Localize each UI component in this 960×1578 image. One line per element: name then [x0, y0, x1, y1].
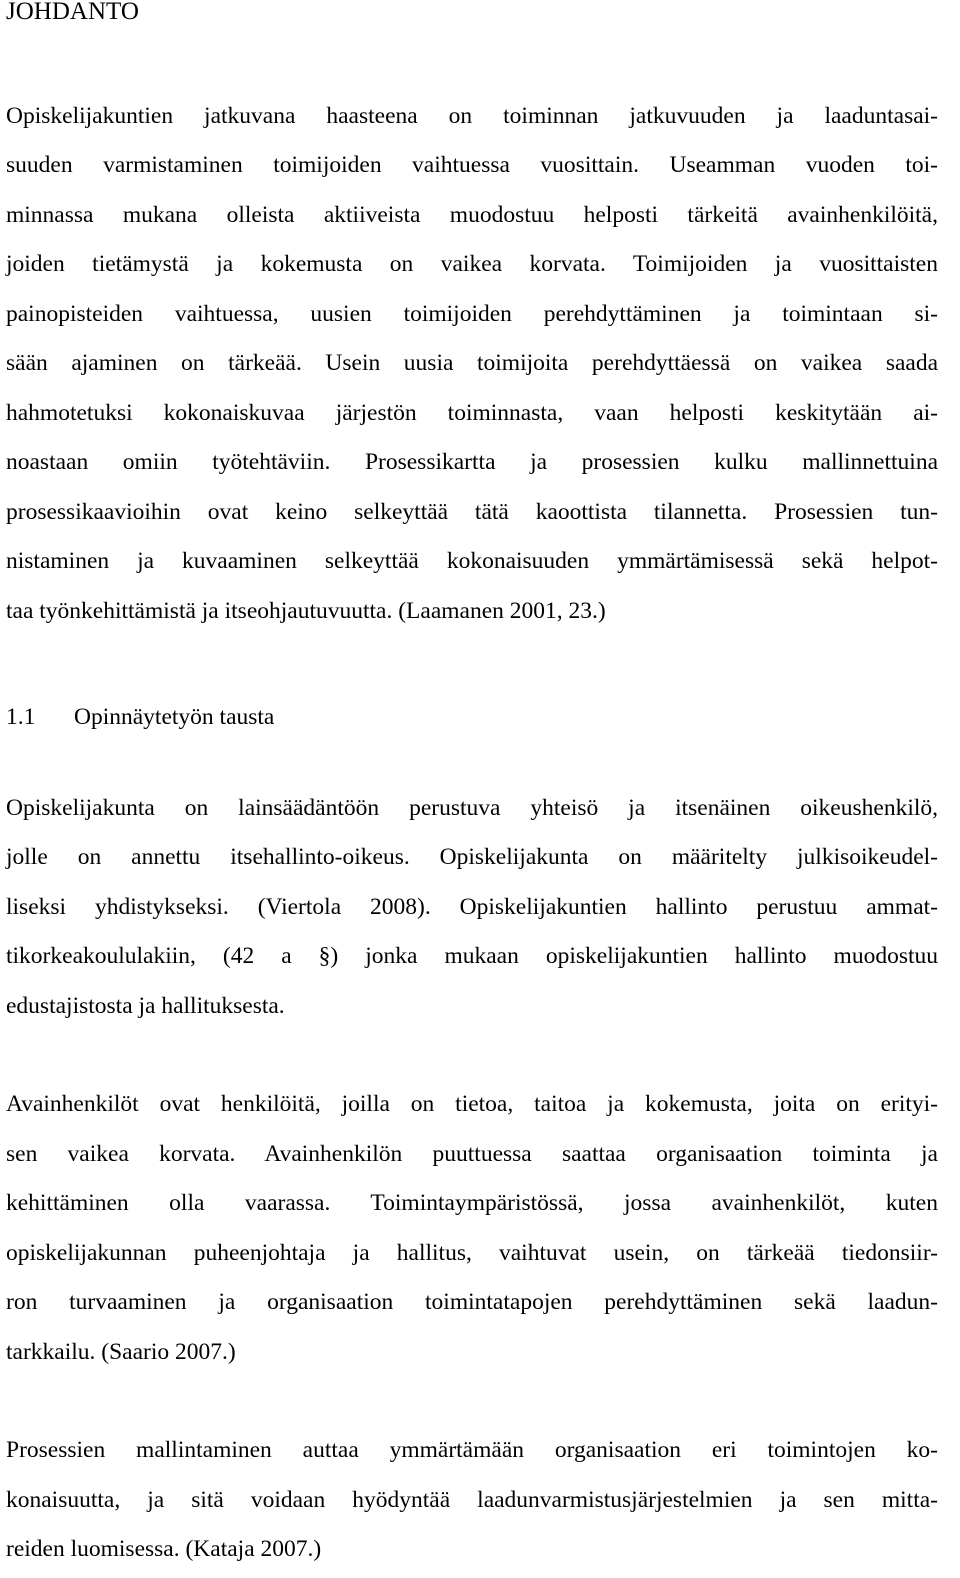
- text-line: Avainhenkilöt ovat henkilöitä, joilla on tietoa, taitoa ja kokemusta, joita on erityi-: [6, 1091, 938, 1117]
- text-line: Prosessien mallintaminen auttaa ymmärtämään organisaation eri toimintojen ko-: [6, 1437, 938, 1463]
- text-line: kehittäminen olla vaarassa. Toimintaympäristössä, jossa avainhenkilöt, kuten: [6, 1190, 938, 1216]
- text-line: noastaan omiin työtehtäviin. Prosessikartta ja prosessien kulku mallinnettuina: [6, 449, 938, 475]
- text-line: tarkkailu. (Saario 2007.): [6, 1339, 236, 1365]
- text-line: ron turvaaminen ja organisaation toimintatapojen perehdyttäminen sekä laadun-: [6, 1289, 938, 1315]
- text-line: suuden varmistaminen toimijoiden vaihtuessa vuosittain. Useamman vuoden toi-: [6, 152, 938, 178]
- text-line: opiskelijakunnan puheenjohtaja ja hallitus, vaihtuvat usein, on tärkeää tiedonsiir-: [6, 1240, 938, 1266]
- text-line: Opiskelijakunta on lainsäädäntöön perustuva yhteisö ja itsenäinen oikeushenkilö,: [6, 795, 938, 821]
- text-line: konaisuutta, ja sitä voidaan hyödyntää laadunvarmistusjärjestelmien ja sen mitta-: [6, 1487, 938, 1513]
- chapter-title: JOHDANTO: [6, 0, 139, 25]
- section-heading: [6, 700, 274, 734]
- text-line: prosessikaavioihin ovat keino selkeyttää tätä kaoottista tilannetta. Prosessien tun-: [6, 499, 938, 525]
- text-line: jolle on annettu itsehallinto-oikeus. Opiskelijakunta on määritelty julkisoikeudel-: [6, 844, 938, 870]
- section-number: 1.1: [6, 704, 36, 730]
- text-line: hahmotetuksi kokonaiskuvaa järjestön toiminnasta, vaan helposti keskitytään ai-: [6, 400, 938, 426]
- text-line: reiden luomisessa. (Kataja 2007.): [6, 1536, 322, 1562]
- text-line: minnassa mukana olleista aktiiveista muodostuu helposti tärkeitä avainhenkilöitä,: [6, 202, 938, 228]
- text-line: Opiskelijakuntien jatkuvana haasteena on toiminnan jatkuvuuden ja laaduntasai-: [6, 103, 938, 129]
- text-line: sen vaikea korvata. Avainhenkilön puuttuessa saattaa organisaation toiminta ja: [6, 1141, 938, 1167]
- text-line: painopisteiden vaihtuessa, uusien toimijoiden perehdyttäminen ja toimintaan si-: [6, 301, 938, 327]
- text-line: sään ajaminen on tärkeää. Usein uusia toimijoita perehdyttäessä on vaikea saada: [6, 350, 938, 376]
- section-title: Opinnäytetyön tausta: [74, 704, 275, 730]
- text-line: edustajistosta ja hallituksesta.: [6, 993, 285, 1019]
- text-line: tikorkeakoululakiin, (42 a §) jonka mukaan opiskelijakuntien hallinto muodostuu: [6, 943, 938, 969]
- text-line: liseksi yhdistykseksi. (Viertola 2008). Opiskelijakuntien hallinto perustuu ammat-: [6, 894, 938, 920]
- text-line: nistaminen ja kuvaaminen selkeyttää kokonaisuuden ymmärtämisessä sekä helpot-: [6, 548, 938, 574]
- text-line: taa työnkehittämistä ja itseohjautuvuutta. (Laamanen 2001, 23.): [6, 598, 606, 624]
- text-line: joiden tietämystä ja kokemusta on vaikea korvata. Toimijoiden ja vuosittaisten: [6, 251, 938, 277]
